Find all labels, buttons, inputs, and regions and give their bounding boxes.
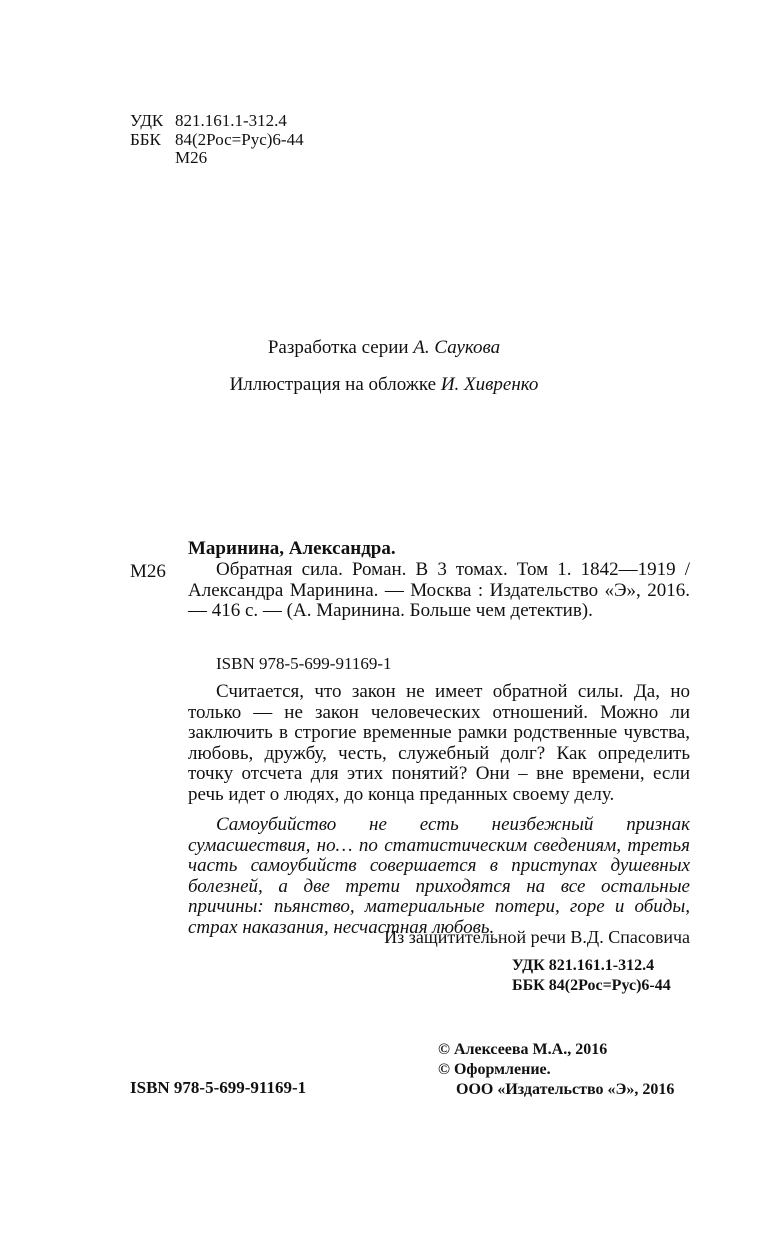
bibliographic-description: Обратная сила. Роман. В 3 томах. Том 1. 1842—1919 / Александра Маринина. — Москва : Издательство «Э», 2016. — 416 с. — (А. Маринина. Больше чем детектив).	[188, 559, 690, 621]
author-heading: Маринина, Александра.	[188, 538, 396, 559]
copyright-block	[438, 1040, 674, 1100]
bbk-label: ББК	[130, 129, 161, 149]
illustration-credit	[0, 374, 768, 396]
series-credit	[0, 337, 768, 359]
series-person: А. Саукова	[413, 337, 501, 358]
footer-bbk: ББК 84(2Рос=Рус)6-44	[512, 977, 671, 994]
footer-udk: УДК 821.161.1-312.4	[512, 957, 655, 974]
bbk-value: 84(2Рос=Рус)6-44	[175, 129, 304, 149]
author-mark: М26	[175, 148, 208, 167]
epigraph-source: Из защитительной речи В.Д. Спасовича	[384, 927, 690, 947]
series-label: Разработка серии	[267, 337, 409, 358]
footer-classification	[512, 956, 671, 996]
udk-label: УДК	[130, 111, 164, 130]
bibliographic-author-mark: М26	[130, 561, 166, 582]
footer-isbn: ISBN 978-5-699-91169-1	[130, 1078, 307, 1097]
illustration-label: Иллюстрация на обложке	[229, 374, 437, 395]
copyright-design: © Оформление.	[438, 1061, 551, 1078]
annotation: Считается, что закон не имеет обратной силы. Да, но только — не закон человеческих отношений. Можно ли заключить в строгие временные рамки родственные чувства, любовь, дружбу, честь, служебный долг? Как определить точку отсчета для этих понятий? Они – вне времени, если речь идет о людях, до конца преданных своему делу.	[188, 681, 690, 805]
illustration-person: И. Хивренко	[440, 374, 539, 395]
copyright-publisher: ООО «Издательство «Э», 2016	[456, 1081, 675, 1098]
classification-block	[130, 112, 304, 168]
udk-row	[130, 112, 304, 131]
copyright-author: © Алексеева М.А., 2016	[438, 1041, 608, 1058]
bbk-row	[130, 131, 304, 150]
author-mark-row	[130, 149, 304, 168]
epigraph-text: Самоубийство не есть неизбежный признак сумасшествия, но… по статистическим сведениям, третья часть самоубийств совершается в приступах душевных болезней, а две трети приходятся на все остальные причины: пьянство, материальные потери, горе и обиды, страх наказания, несчастная любовь.	[188, 814, 690, 938]
bibliographic-isbn: ISBN 978-5-699-91169-1	[216, 654, 392, 673]
udk-value: 821.161.1-312.4	[175, 111, 287, 130]
